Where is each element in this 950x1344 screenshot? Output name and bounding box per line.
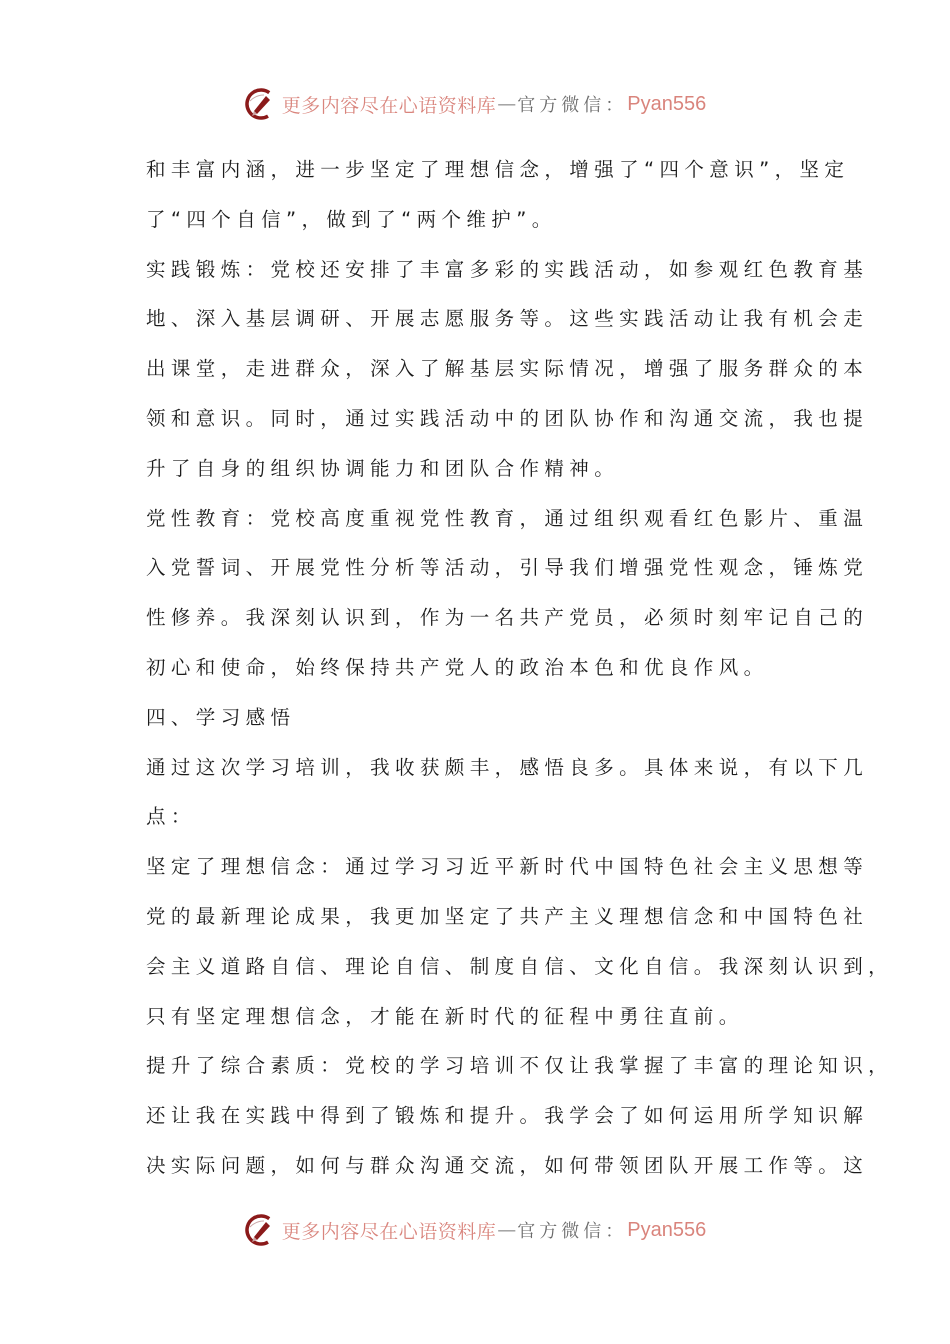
watermark-main-text: 更多内容尽在心语资料库: [281, 94, 497, 117]
document-body: [146, 152, 894, 1198]
watermark-wechat-label: 官方微信：: [517, 1221, 628, 1242]
text-line: 坚定了理想信念：通过学习习近平新时代中国特色社会主义思想等: [146, 855, 869, 879]
text-line: 和丰富内涵，进一步坚定了理想信念，增强了“四个意识”，坚定: [146, 158, 850, 181]
text-line: 通过这次学习培训，我收获颇丰，感悟良多。具体来说，有以下几: [146, 755, 869, 779]
watermark-wechat-id: Pyan556: [627, 1218, 707, 1241]
text-line: 提升了综合素质：党校的学习培训不仅让我掌握了丰富的理论知识，: [146, 1054, 894, 1078]
text-line: 入党誓词、开展党性分析等活动，引导我们增强党性观念，锤炼党: [146, 556, 869, 580]
text-line: 决实际问题，如何与群众沟通交流，如何带领团队开展工作等。这: [146, 1153, 869, 1177]
text-line: 点：: [146, 805, 196, 829]
text-line: 升了自身的组织协调能力和团队合作精神。: [146, 456, 620, 480]
watermark-dash: —: [497, 1219, 517, 1241]
text-line: 只有坚定理想信念，才能在新时代的征程中勇往直前。: [146, 1004, 744, 1028]
text-line: 党性教育：党校高度重视党性教育，通过组织观看红色影片、重温: [146, 506, 869, 530]
header-watermark: [0, 84, 950, 124]
watermark-wechat-id: Pyan556: [627, 92, 707, 115]
pen-logo-icon: [244, 1213, 278, 1247]
footer-watermark: [0, 1210, 950, 1250]
section-heading: 四、学习感悟: [146, 705, 296, 729]
text-line: 会主义道路自信、理论自信、制度自信、文化自信。我深刻认识到，: [146, 954, 894, 978]
text-line: 还让我在实践中得到了锻炼和提升。我学会了如何运用所学知识解: [146, 1104, 869, 1128]
pen-logo-icon: [244, 87, 278, 121]
text-line: 领和意识。同时，通过实践活动中的团队协作和沟通交流，我也提: [146, 406, 869, 430]
watermark-dash: —: [497, 93, 517, 115]
text-line: 初心和使命，始终保持共产党人的政治本色和优良作风。: [146, 655, 769, 679]
text-line: 了“四个自信”，做到了“两个维护”。: [146, 207, 557, 231]
watermark-wechat-label: 官方微信：: [517, 95, 628, 116]
text-line: 党的最新理论成果，我更加坚定了共产主义理想信念和中国特色社: [146, 904, 869, 928]
text-line: 地、深入基层调研、开展志愿服务等。这些实践活动让我有机会走: [146, 307, 869, 331]
text-line: 出课堂，走进群众，深入了解基层实际情况，增强了服务群众的本: [146, 357, 869, 381]
text-line: 实践锻炼：党校还安排了丰富多彩的实践活动，如参观红色教育基: [146, 257, 869, 281]
text-line: 性修养。我深刻认识到，作为一名共产党员，必须时刻牢记自己的: [146, 606, 869, 630]
watermark-main-text: 更多内容尽在心语资料库: [281, 1220, 497, 1243]
